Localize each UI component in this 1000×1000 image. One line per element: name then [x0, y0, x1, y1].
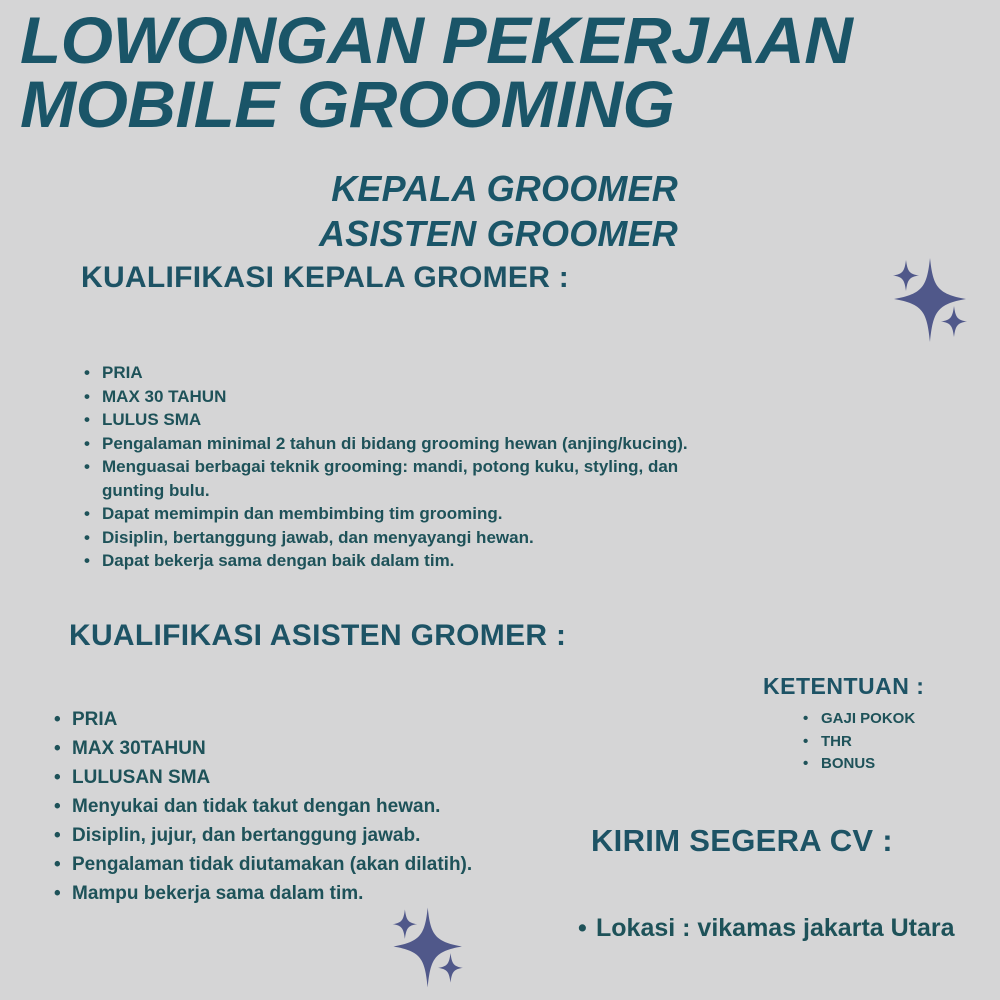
kualifikasi-kepala-list	[84, 361, 704, 573]
kualifikasi-asisten-heading: KUALIFIKASI ASISTEN GROMER :	[69, 619, 567, 652]
list-item: • GAJI POKOK	[803, 708, 1000, 731]
title-line-1: LOWONGAN PEKERJAAN	[20, 3, 853, 77]
kualifikasi-kepala-heading: KUALIFIKASI KEPALA GROMER :	[81, 261, 570, 294]
list-item: • Disiplin, bertanggung jawab, dan menyayangi hewan.	[84, 526, 704, 550]
page-title	[20, 3, 980, 141]
kualifikasi-asisten-list	[54, 705, 614, 908]
ketentuan-list	[803, 708, 1000, 776]
list-item: • PRIA	[84, 361, 704, 385]
list-item: • BONUS	[803, 753, 1000, 776]
list-item: • Pengalaman tidak diutamakan (akan dilatih).	[54, 850, 614, 879]
list-item: • Menguasai berbagai teknik grooming: mandi, potong kuku, styling, dan gunting bulu.	[84, 455, 704, 502]
title-line-2: MOBILE GROOMING	[20, 67, 675, 141]
subtitle-line-1: KEPALA GROOMER	[331, 168, 678, 209]
subtitle	[319, 166, 678, 256]
kirim-cv-list	[578, 908, 978, 949]
sparkle-cluster-icon	[384, 894, 479, 999]
list-item: • MAX 30 TAHUN	[84, 385, 704, 409]
list-item: • Lokasi : vikamas jakarta Utara	[578, 908, 978, 949]
list-item: • Menyukai dan tidak takut dengan hewan.	[54, 792, 614, 821]
subtitle-line-2: ASISTEN GROOMER	[318, 213, 678, 254]
kirim-cv-heading: KIRIM SEGERA CV :	[591, 823, 893, 858]
list-item: • THR	[803, 731, 1000, 754]
list-item: • PRIA	[54, 705, 614, 734]
list-item: • Mampu bekerja sama dalam tim.	[54, 879, 614, 908]
list-item: • LULUS SMA	[84, 408, 704, 432]
list-item: • Dapat bekerja sama dengan baik dalam tim.	[84, 549, 704, 573]
list-item: • Pengalaman minimal 2 tahun di bidang grooming hewan (anjing/kucing).	[84, 432, 704, 456]
list-item: • LULUSAN SMA	[54, 763, 614, 792]
list-item: • Disiplin, jujur, dan bertanggung jawab.	[54, 821, 614, 850]
sparkle-cluster-icon	[884, 244, 984, 354]
list-item: • MAX 30TAHUN	[54, 734, 614, 763]
ketentuan-heading: KETENTUAN :	[763, 673, 925, 699]
list-item: • Dapat memimpin dan membimbing tim grooming.	[84, 502, 704, 526]
